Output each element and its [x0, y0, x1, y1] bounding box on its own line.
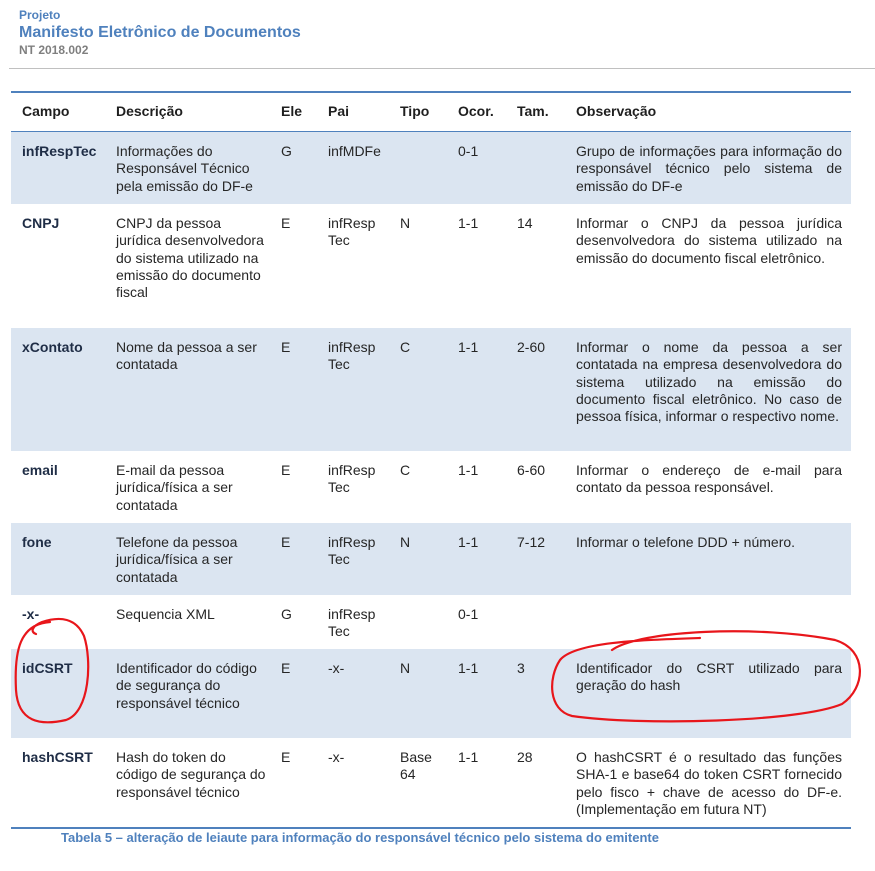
table-row — [11, 328, 851, 451]
cell-tam: 7-12 — [517, 534, 546, 550]
cell-campo: hashCSRT — [22, 749, 93, 765]
cell-observacao: Informar o endereço de e-mail para contato da pessoa responsável. — [576, 462, 842, 496]
cell-ocor: 1-1 — [458, 534, 479, 550]
cell-descricao: Nome da pessoa a ser contatada — [116, 339, 257, 373]
cell-ocor: 1-1 — [458, 215, 479, 231]
col-header-campo: Campo — [22, 103, 70, 119]
cell-descricao: Informações do Responsável Técnico pela emissão do DF-e — [116, 143, 253, 194]
cell-ocor: 1-1 — [458, 660, 479, 676]
table-caption: Tabela 5 – alteração de leiaute para informação do responsável técnico pelo sistema do emitente — [61, 830, 659, 845]
cell-pai: -x- — [328, 660, 345, 676]
cell-ele: E — [281, 215, 291, 231]
header-divider — [9, 68, 875, 69]
cell-tipo: Base 64 — [400, 749, 432, 783]
cell-tipo: N — [400, 660, 411, 676]
cell-observacao: Informar o nome da pessoa a ser contatada na empresa desenvolvedora do sistema utilizado na emissão do documento fiscal eletrônico. No caso de pessoa física, informar o respectivo nome. — [576, 339, 842, 425]
col-header-tam: Tam. — [517, 103, 549, 119]
cell-observacao: Informar o telefone DDD + número. — [576, 534, 796, 550]
cell-pai: infRespTec — [328, 606, 376, 640]
cell-ele: G — [281, 143, 292, 159]
cell-tam: 28 — [517, 749, 533, 765]
cell-ocor: 1-1 — [458, 749, 479, 765]
col-header-ele: Ele — [281, 103, 303, 119]
cell-observacao: Grupo de informações para informação do responsável técnico pelo sistema de emissão do DF-e — [576, 143, 842, 194]
cell-ocor: 0-1 — [458, 606, 479, 622]
cell-pai: -x- — [328, 749, 345, 765]
col-header-tipo: Tipo — [400, 103, 430, 119]
table-row — [11, 738, 851, 827]
cell-campo: CNPJ — [22, 215, 60, 231]
cell-descricao: Hash do token do código de segurança do responsável técnico — [116, 749, 266, 800]
table-header-row — [11, 93, 851, 131]
cell-observacao: O hashCSRT é o resultado das funções SHA-1 e base64 do token CSRT fornecido pelo fisco + chave de acesso do DF-e. (Implementação em futura NT) — [576, 749, 842, 817]
cell-descricao: Sequencia XML — [116, 606, 215, 622]
cell-campo: email — [22, 462, 58, 478]
table-row — [11, 132, 851, 204]
cell-tam: 14 — [517, 215, 533, 231]
col-header-observacao: Observação — [576, 103, 657, 119]
cell-ele: E — [281, 339, 291, 355]
cell-campo: fone — [22, 534, 52, 550]
cell-descricao: Telefone da pessoa jurídica/física a ser contatada — [116, 534, 238, 585]
cell-tipo: C — [400, 462, 411, 478]
header-title: Manifesto Eletrônico de Documentos — [19, 24, 301, 41]
cell-tipo: N — [400, 215, 411, 231]
col-header-ocor: Ocor. — [458, 103, 494, 119]
header-doc-id: NT 2018.002 — [19, 43, 89, 57]
col-header-pai: Pai — [328, 103, 350, 119]
table-bottom-border — [11, 827, 851, 829]
cell-ele: E — [281, 534, 291, 550]
cell-pai: infRespTec — [328, 339, 376, 373]
cell-observacao: Identificador do CSRT utilizado para geração do hash — [576, 660, 842, 694]
cell-ocor: 0-1 — [458, 143, 479, 159]
cell-tam: 6-60 — [517, 462, 546, 478]
cell-tipo: C — [400, 339, 411, 355]
cell-descricao: CNPJ da pessoa jurídica desenvolvedora do sistema utilizado na emissão do documento fiscal — [116, 215, 264, 301]
cell-campo: idCSRT — [22, 660, 73, 676]
cell-campo: infRespTec — [22, 143, 97, 159]
cell-tam: 2-60 — [517, 339, 546, 355]
table-row — [11, 204, 851, 328]
col-header-descricao: Descrição — [116, 103, 183, 119]
cell-ele: E — [281, 660, 291, 676]
cell-ele: E — [281, 462, 291, 478]
cell-pai: infRespTec — [328, 534, 376, 568]
table-row — [11, 595, 851, 649]
table-row — [11, 523, 851, 595]
cell-descricao: Identificador do código de segurança do responsável técnico — [116, 660, 257, 711]
table-row — [11, 451, 851, 523]
cell-ocor: 1-1 — [458, 339, 479, 355]
cell-ele: E — [281, 749, 291, 765]
cell-pai: infMDFe — [328, 143, 381, 159]
cell-pai: infRespTec — [328, 462, 376, 496]
header-project-label: Projeto — [19, 8, 61, 22]
cell-ocor: 1-1 — [458, 462, 479, 478]
cell-observacao: Informar o CNPJ da pessoa jurídica desenvolvedora do sistema utilizado na emissão do documento fiscal eletrônico. — [576, 215, 842, 266]
cell-campo: -x- — [22, 606, 40, 622]
cell-tam: 3 — [517, 660, 525, 676]
cell-descricao: E-mail da pessoa jurídica/física a ser contatada — [116, 462, 233, 513]
cell-ele: G — [281, 606, 292, 622]
cell-tipo: N — [400, 534, 411, 550]
table-row — [11, 649, 851, 738]
cell-pai: infRespTec — [328, 215, 376, 249]
cell-campo: xContato — [22, 339, 83, 355]
